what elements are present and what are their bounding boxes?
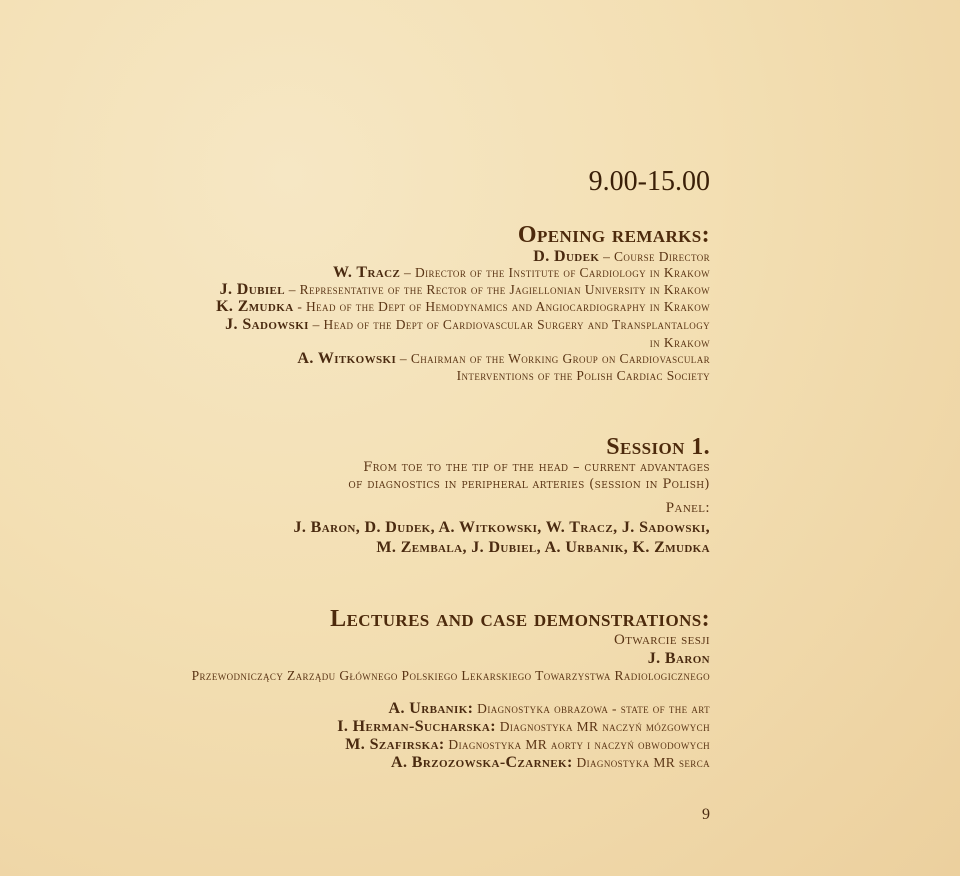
time-range: 9.00-15.00 [588, 166, 710, 197]
opening-item [533, 250, 710, 265]
lecture-topic: Diagnostyka MR serca [572, 755, 710, 770]
opening-item [225, 318, 710, 333]
opening-item-continued [650, 336, 710, 351]
lecture-item [389, 702, 710, 717]
speaker-name: K. Zmudka [216, 298, 294, 315]
panel-label: Panel: [665, 500, 710, 516]
speaker-name: W. Tracz [332, 264, 401, 281]
speaker-role: – Head of the Dept of Cardiovascular Surgery and Transplantalogy [308, 317, 710, 332]
opening-item [220, 283, 710, 298]
lecture-item [391, 756, 710, 771]
lecturer-name: A. Urbanik: [388, 700, 474, 717]
opening-item-continued [457, 369, 710, 384]
panel-members-line1: J. Baron, D. Dudek, A. Witkowski, W. Tracz, J. Sadowski, [293, 519, 710, 536]
speaker-role: - Head of the Dept of Hemodynamics and Angiocardiography in Krakow [293, 299, 710, 314]
speaker-role: in Krakow [649, 335, 710, 350]
page-number: 9 [702, 806, 710, 823]
opening-item [333, 266, 710, 281]
session-opener-role: Przewodniczący Zarządu Głównego Polskiego Lekarskiego Towarzystwa Radiologicznego [191, 668, 710, 683]
lecture-topic: Diagnostyka MR aorty i naczyń obwodowych [444, 737, 710, 752]
opening-item [297, 352, 710, 367]
session-opening-label: Otwarcie sesji [614, 632, 710, 648]
opening-heading: Opening remarks: [517, 222, 710, 248]
lecture-item [337, 720, 710, 735]
speaker-role: – Course Director [599, 249, 710, 264]
lectures-heading: Lectures and case demonstrations: [330, 606, 710, 632]
speaker-name: J. Dubiel [219, 281, 285, 298]
speaker-role: – Director of the Institute of Cardiology in Krakow [400, 265, 710, 280]
lecture-item [345, 738, 710, 753]
speaker-name: A. Witkowski [297, 350, 397, 367]
speaker-name: J. Sadowski [225, 316, 309, 333]
lecture-topic: Diagnostyka obrazowa - state of the art [473, 701, 710, 716]
panel-members-line2: M. Zembala, J. Dubiel, A. Urbanik, K. Zmudka [376, 539, 710, 556]
session-description-line2: of diagnostics in peripheral arteries (session in Polish) [348, 477, 710, 492]
lecturer-name: M. Szafirska: [345, 736, 445, 753]
speaker-role: – Chairman of the Working Group on Cardiovascular [396, 351, 710, 366]
speaker-role: – Representative of the Rector of the Jagiellonian University in Krakow [284, 282, 710, 297]
session-heading: Session 1. [606, 434, 710, 460]
lecturer-name: I. Herman-Sucharska: [337, 718, 496, 735]
session-opener-name: J. Baron [647, 650, 710, 667]
lecture-topic: Diagnostyka MR naczyń mózgowych [495, 719, 710, 734]
opening-item [216, 300, 710, 315]
speaker-name: D. Dudek [533, 248, 600, 265]
speaker-role: Interventions of the Polish Cardiac Society [456, 368, 710, 383]
lecturer-name: A. Brzozowska-Czarnek: [391, 754, 573, 771]
session-description-line1: From toe to the tip of the head – current advantages [363, 460, 710, 475]
